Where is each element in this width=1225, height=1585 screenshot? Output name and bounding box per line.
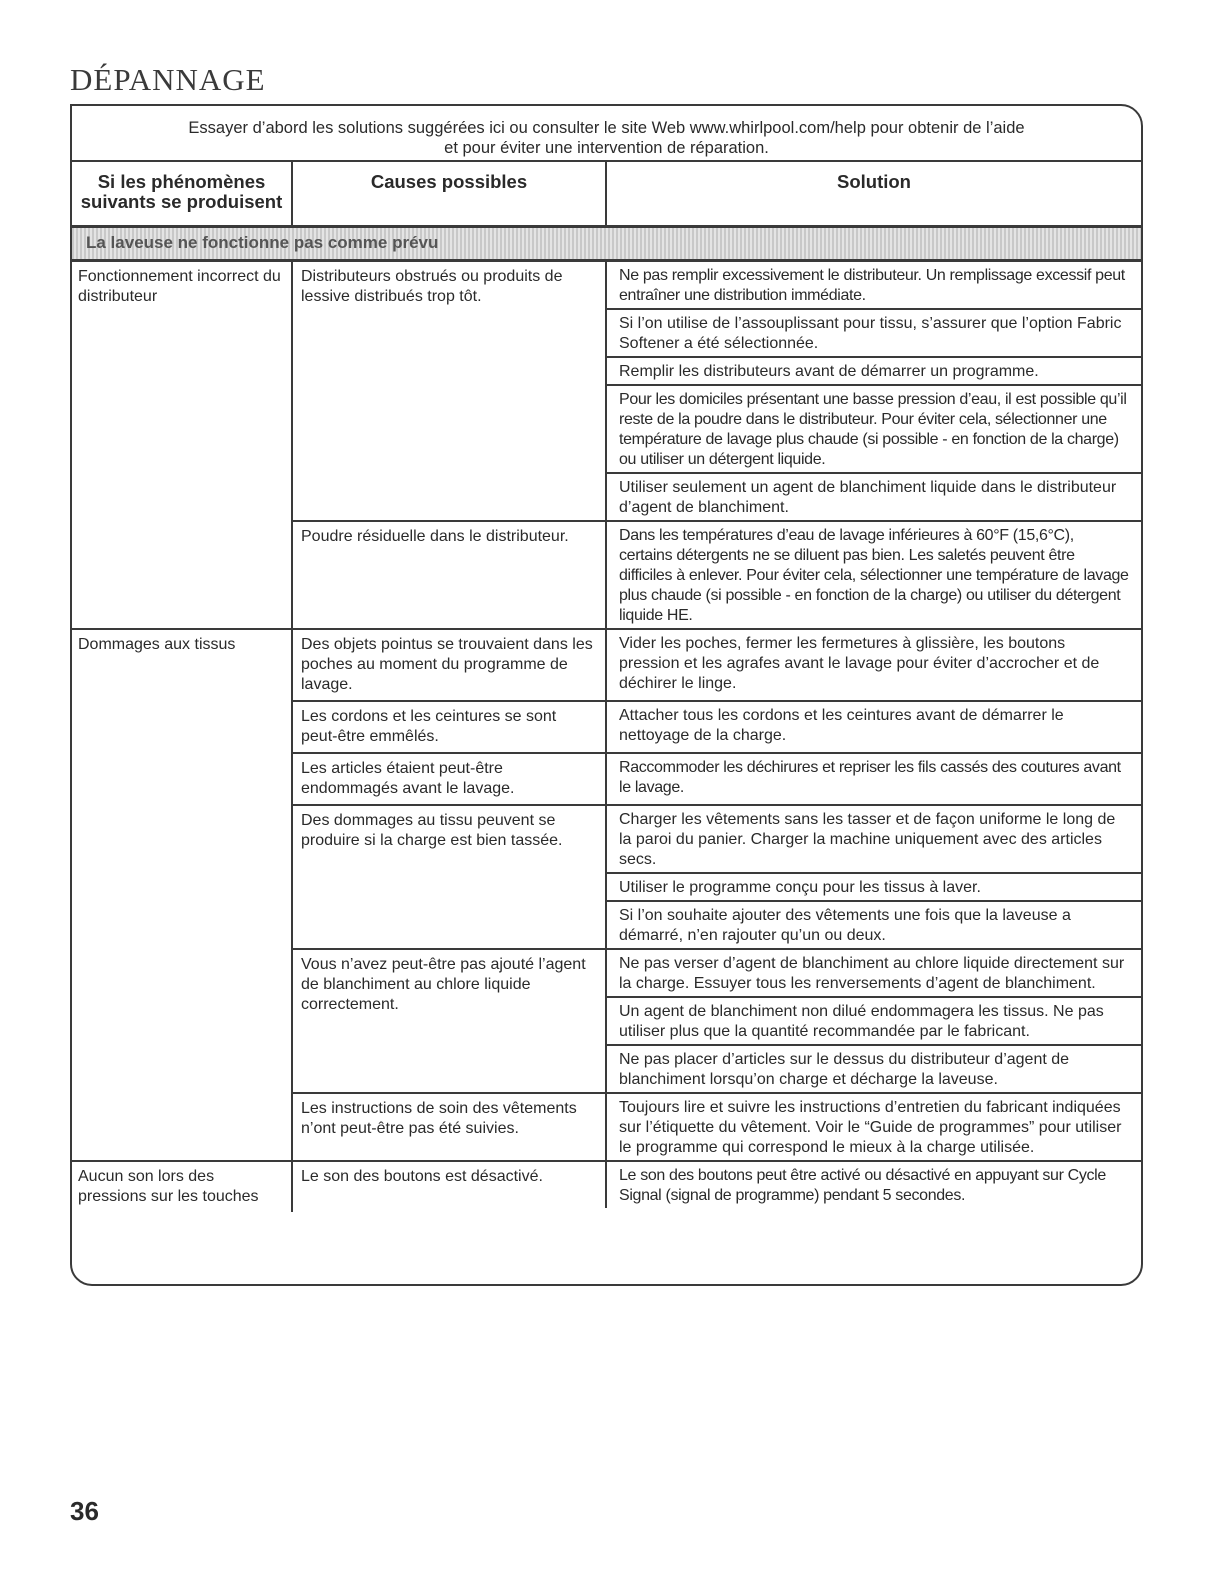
- solutions-list: [607, 522, 1141, 628]
- cause-row: [293, 1162, 1141, 1208]
- solutions-list: [607, 806, 1141, 948]
- cause-row: [293, 630, 1141, 702]
- table-row: [72, 1162, 1141, 1212]
- symptom-cell: Aucun son lors des pressions sur les touches: [78, 1168, 259, 1205]
- table-header: [72, 162, 1141, 228]
- solution-cell: Ne pas remplir excessivement le distributeur. Un remplissage excessif peut entraîner une distribution immédiate.: [607, 262, 1141, 310]
- solutions-list: [607, 1162, 1141, 1208]
- solution-cell: Vider les poches, fermer les fermetures à glissière, les boutons pression et les agrafes avant le lavage pour éviter d’accrocher et de déchirer le linge.: [619, 635, 1100, 692]
- cause-row: [293, 806, 1141, 950]
- page-title: DÉPANNAGE: [70, 62, 266, 97]
- solutions-list: [607, 754, 1141, 804]
- cause-row: [293, 522, 1141, 628]
- cause-cell: Vous n’avez peut-être pas ajouté l’agent de blanchiment au chlore liquide correctement.: [293, 950, 607, 1092]
- solution-cell: Utiliser le programme conçu pour les tissus à laver.: [607, 874, 1141, 902]
- solutions-list: [607, 950, 1141, 1092]
- cause-cell: Les articles étaient peut-être endommagés avant le lavage.: [293, 754, 607, 804]
- intro-line: Essayer d’abord les solutions suggérées ici ou consulter le site Web www.whirlpool.com/help pour obtenir de l’aide: [188, 119, 1025, 137]
- cause-cell: Distributeurs obstrués ou produits de lessive distribués trop tôt.: [293, 262, 607, 520]
- cause-row: [293, 950, 1141, 1094]
- solutions-list: [607, 262, 1141, 520]
- intro-line: et pour éviter une intervention de réparation.: [444, 139, 769, 157]
- cause-cell: Poudre résiduelle dans le distributeur.: [293, 522, 607, 628]
- solution-cell: Attacher tous les cordons et les ceintures avant de démarrer le nettoyage de la charge.: [619, 707, 1064, 744]
- header-solution: Solution: [605, 162, 1141, 225]
- header-symptom: [72, 162, 291, 225]
- cause-row: [293, 262, 1141, 522]
- header-symptom-line: Si les phénomènes: [97, 171, 266, 192]
- causes-block: [291, 630, 1141, 1160]
- solution-cell: Ne pas verser d’agent de blanchiment au chlore liquide directement sur la charge. Essuyer tous les renversements d’agent de blanchiment.: [607, 950, 1141, 998]
- solution-cell: Si l’on souhaite ajouter des vêtements une fois que la laveuse a démarré, n’en rajouter qu’un ou deux.: [619, 907, 1071, 944]
- cause-cell: Les cordons et les ceintures se sont peut-être emmêlés.: [293, 702, 607, 752]
- header-causes: Causes possibles: [291, 162, 605, 225]
- section-heading: La laveuse ne fonctionne pas comme prévu: [72, 228, 1141, 262]
- solutions-list: [607, 702, 1141, 752]
- cause-cell: Des objets pointus se trouvaient dans les poches au moment du programme de lavage.: [293, 630, 607, 700]
- table-body: [72, 262, 1141, 1212]
- solutions-list: [607, 1094, 1141, 1160]
- solution-cell: Pour les domiciles présentant une basse pression d’eau, il est possible qu’il reste de la poudre dans le distributeur. Pour éviter cela, sélectionner une température de lavage plus chaude (si possible - en fonction de la charge) ou utiliser un détergent liquide.: [607, 386, 1141, 474]
- solution-cell: Charger les vêtements sans les tasser et de façon uniforme le long de la paroi du panier. Charger la machine uniquement avec des articles secs.: [607, 806, 1141, 874]
- cause-cell: Les instructions de soin des vêtements n’ont peut-être pas été suivies.: [293, 1094, 607, 1160]
- solution-cell: Un agent de blanchiment non dilué endommagera les tissus. Ne pas utiliser plus que la quantité recommandée par le fabricant.: [607, 998, 1141, 1046]
- page-number: 36: [70, 1496, 99, 1526]
- solution-cell: Raccommoder les déchirures et repriser les fils cassés des coutures avant le lavage.: [619, 759, 1121, 796]
- cause-cell: Des dommages au tissu peuvent se produire si la charge est bien tassée.: [293, 806, 607, 948]
- solution-cell: Dans les températures d’eau de lavage inférieures à 60°F (15,6°C), certains détergents ne se diluent pas bien. Les saletés peuvent être difficiles à enlever. Pour éviter cela, sélectionner une température de lavage plus chaude (si possible - en fonction de la charge) ou utiliser du détergent liquide HE.: [619, 527, 1129, 624]
- table-row: [72, 262, 1141, 630]
- solution-cell: Utiliser seulement un agent de blanchiment liquide dans le distributeur d’agent de blanchiment.: [619, 479, 1117, 516]
- solution-cell: Toujours lire et suivre les instructions d’entretien du fabricant indiquées sur l’étiquette du vêtement. Voir le “Guide de programmes” pour utiliser le programme qui correspond le mieux à la charge utilisée.: [619, 1099, 1122, 1156]
- cause-row: [293, 702, 1141, 754]
- header-symptom-line: suivants se produisent: [80, 191, 283, 212]
- solutions-list: [607, 630, 1141, 700]
- causes-block: [291, 1162, 1141, 1212]
- troubleshooting-table: [70, 104, 1143, 1286]
- solution-cell: Remplir les distributeurs avant de démarrer un programme.: [607, 358, 1141, 386]
- symptom-cell: Fonctionnement incorrect du distributeur: [78, 268, 281, 305]
- solution-cell: Ne pas placer d’articles sur le dessus du distributeur d’agent de blanchiment lorsqu’on charge et décharge la laveuse.: [619, 1051, 1070, 1088]
- solution-cell: Le son des boutons peut être activé ou désactivé en appuyant sur Cycle Signal (signal de programme) pendant 5 secondes.: [619, 1167, 1106, 1204]
- intro-text: [72, 106, 1141, 162]
- symptom-cell: Dommages aux tissus: [78, 636, 236, 653]
- table-row: [72, 630, 1141, 1162]
- cause-row: [293, 1094, 1141, 1160]
- cause-row: [293, 754, 1141, 806]
- solution-cell: Si l’on utilise de l’assouplissant pour tissu, s’assurer que l’option Fabric Softener a été sélectionnée.: [607, 310, 1141, 358]
- causes-block: [291, 262, 1141, 628]
- cause-cell: Le son des boutons est désactivé.: [293, 1162, 607, 1208]
